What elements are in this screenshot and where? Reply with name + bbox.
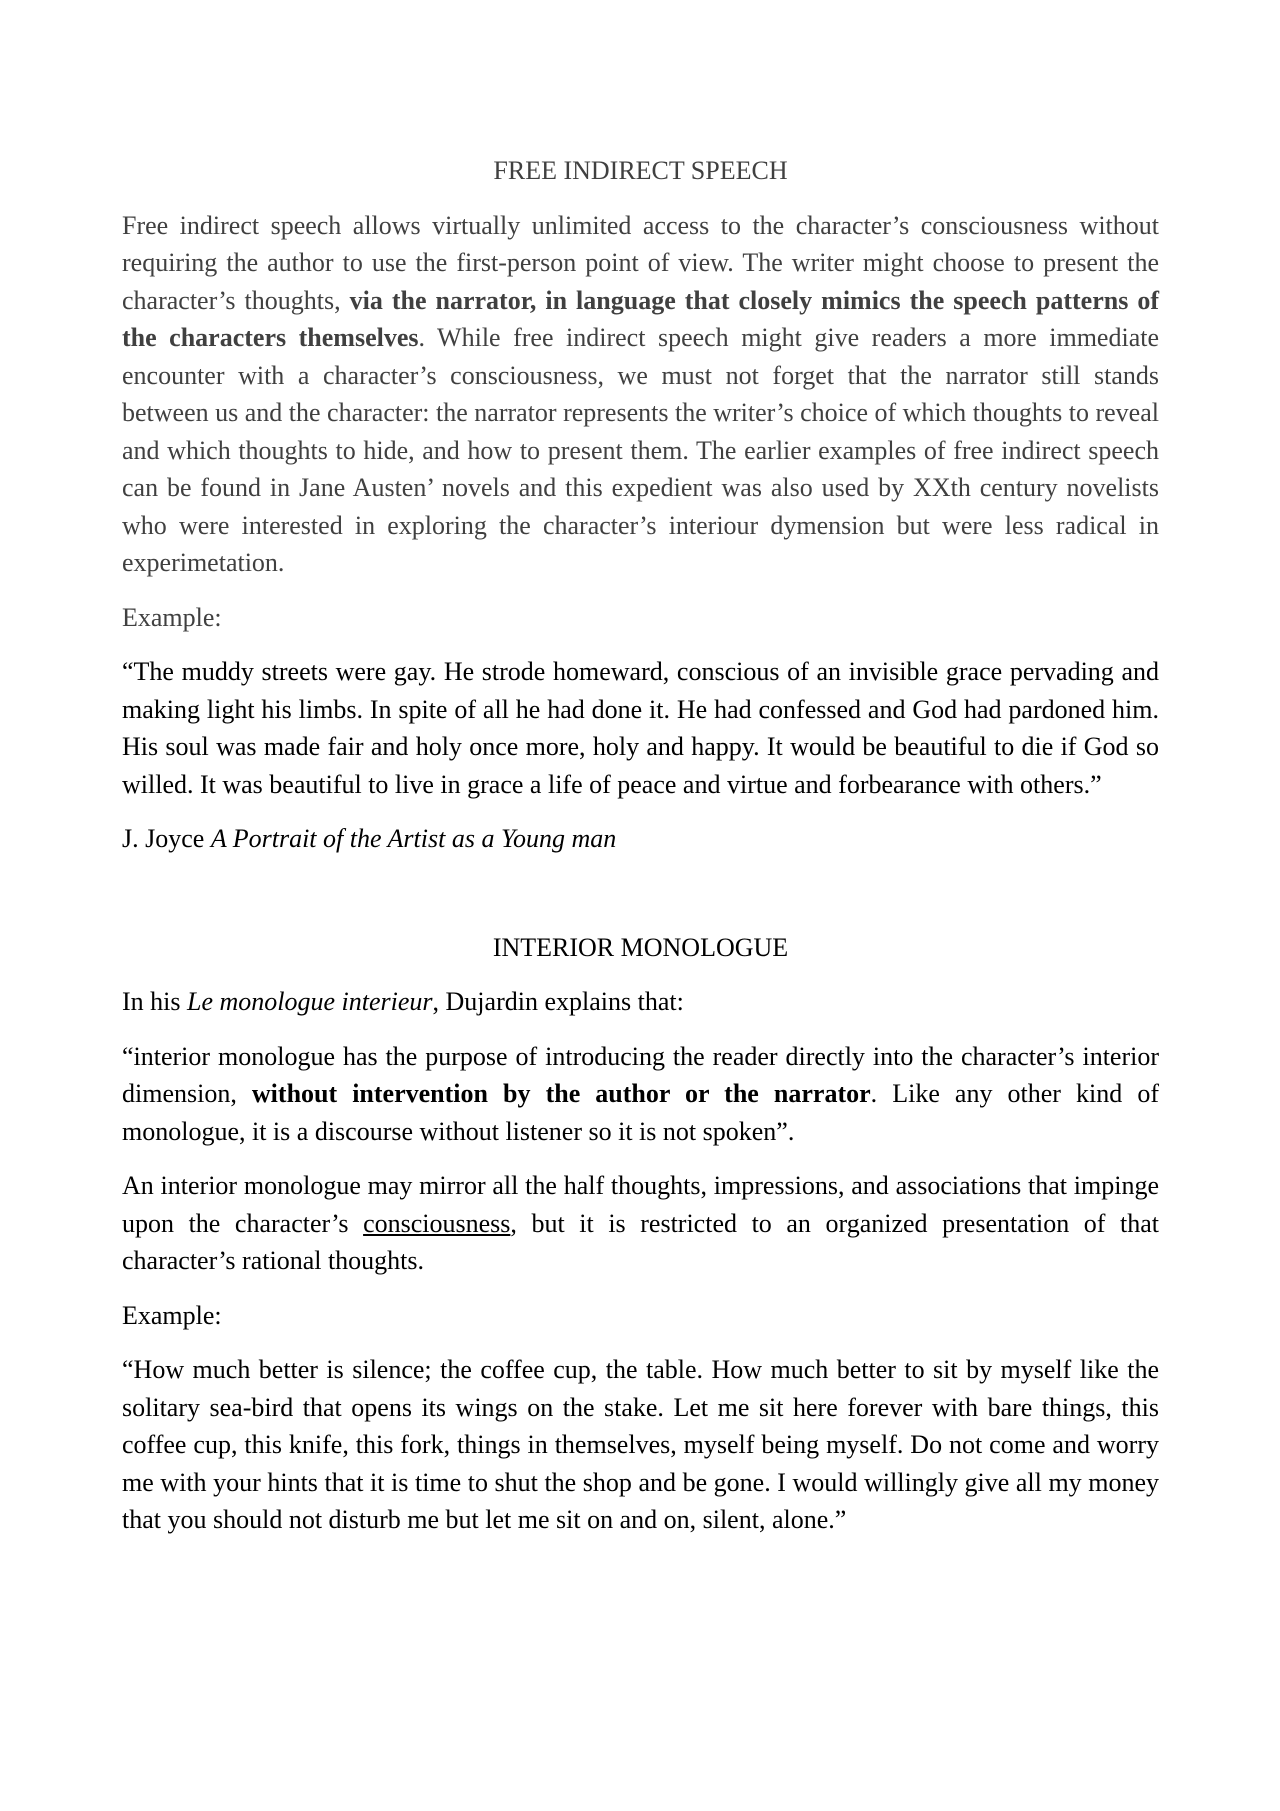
intro-text: In his (122, 987, 187, 1016)
explanation-text: An interior monologue may mirror all the half thoughts, impressions, and associations that impinge upon the character’s (122, 1171, 1159, 1238)
joyce-quote: “The muddy streets were gay. He strode homeward, conscious of an invisible grace pervading and making light his limbs. In spite of all he had done it. He had confessed and God had pardoned him. His soul was made fair and holy once more, holy and happy. It would be beautiful to die if God so willed. It was beautiful to live in grace a life of peace and virtue and forbearance with others.” (122, 657, 1159, 799)
interior-monologue-explanation (122, 1167, 1159, 1280)
paragraph-text: . While free indirect speech might give readers a more immediate encounter with a character’s consciousness, we must not forget that the narrator still stands between us and the character: the narrator represents the writer’s choice of which thoughts to reveal and which thoughts to hide, and how to present them. The earlier examples of free indirect speech can be found in Jane Austen’ novels and this expedient was also used by XXth century novelists who were interested in exploring the character’s interiour dymension but were less radical in experimetation. (122, 323, 1159, 577)
example-label: Example: (122, 602, 222, 632)
book-title: Le monologue interieur (187, 987, 433, 1016)
section-title-free-indirect-speech: FREE INDIRECT SPEECH (493, 156, 788, 185)
definition-text: “interior monologue has the purpose of introducing the reader directly into the character’s interior dimension, (122, 1041, 1159, 1108)
bold-emphasis: via the narrator, in language that closely mimics the speech patterns of the characters themselves (122, 285, 1159, 352)
example-label: Example: (122, 1300, 222, 1330)
underlined-word: consciousness (363, 1208, 511, 1238)
document-page (122, 152, 1159, 1556)
dujardin-definition (122, 1038, 1159, 1151)
explanation-text: , but it is restricted to an organized presentation of that character’s rational thoughts. (122, 1208, 1160, 1275)
section-title-interior-monologue: INTERIOR MONOLOGUE (492, 932, 789, 962)
section-spacer (122, 875, 1159, 929)
citation-work-title: A Portrait of the Artist as a Young man (210, 824, 617, 853)
intro-text: , Dujardin explains that: (432, 987, 684, 1016)
woolf-quote: “How much better is silence; the coffee cup, the table. How much better to sit by myself like the solitary sea-bird that opens its wings on the stake. Let me sit here forever with bare things, this coffee cup, this knife, this fork, things in themselves, myself being myself. Do not come and worry me with your hints that it is time to shut the shop and be gone. I would willingly give all my money that you should not disturb me but let me sit on and on, silent, alone.” (122, 1355, 1159, 1534)
citation (122, 820, 1159, 858)
free-indirect-speech-paragraph (122, 207, 1159, 582)
definition-text: . Like any other kind of monologue, it is a discourse without listener so it is not spoken”. (122, 1079, 1159, 1146)
dujardin-intro (122, 983, 1159, 1021)
citation-author: J. Joyce (122, 824, 211, 853)
paragraph-text: Free indirect speech allows virtually unlimited access to the character’s consciousness without requiring the author to use the first-person point of view. The writer might choose to present the character’s thoughts, (122, 210, 1159, 315)
bold-emphasis: without intervention by the author or the narrator (251, 1079, 871, 1108)
